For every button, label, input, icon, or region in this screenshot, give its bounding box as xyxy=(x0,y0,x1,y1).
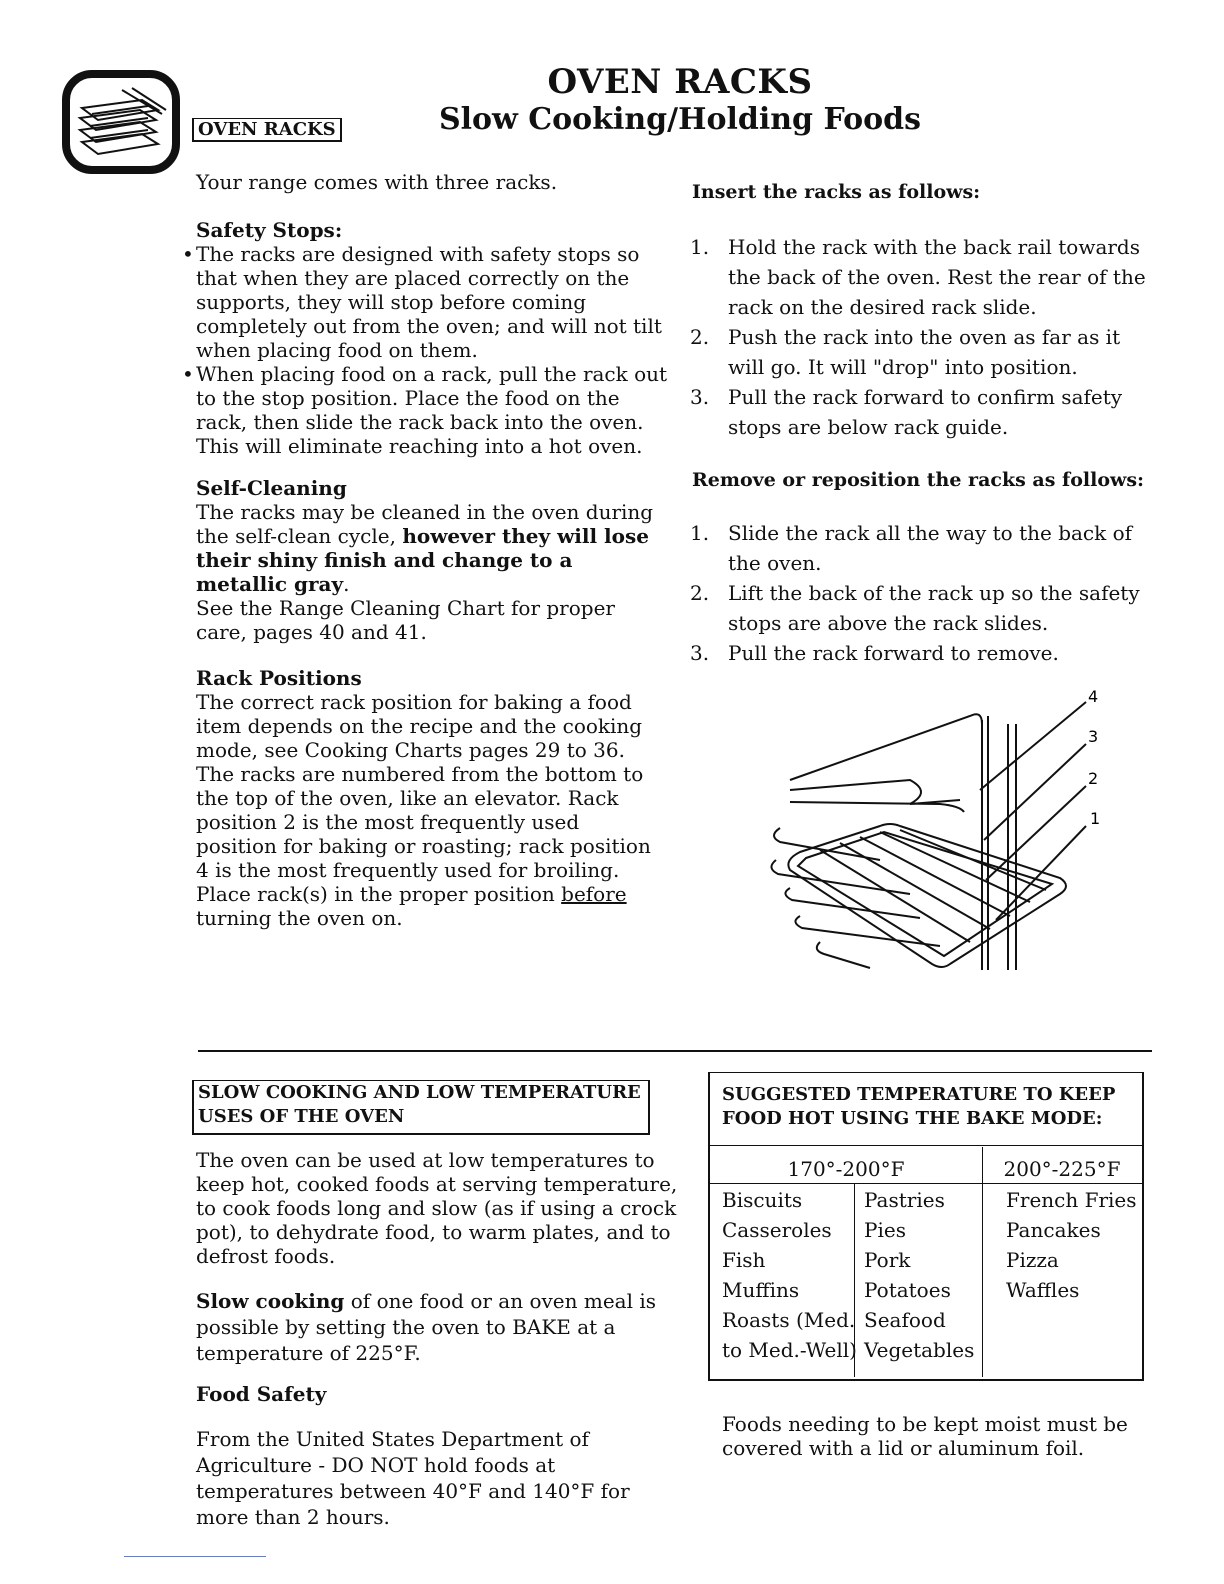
col1a-list xyxy=(722,1185,857,1365)
col2-header: 200°-225°F xyxy=(1003,1157,1121,1181)
list-item xyxy=(690,578,1160,638)
page-title: OVEN RACKS xyxy=(547,62,813,102)
list-item: Pizza xyxy=(1006,1248,1059,1272)
rack-label-2: 2 xyxy=(1088,769,1099,788)
remove-heading: Remove or reposition the racks as follows: xyxy=(692,469,1145,491)
list-item: Fish xyxy=(722,1248,766,1272)
rackpos-heading: Rack Positions xyxy=(196,666,362,690)
list-item: Pastries xyxy=(864,1188,945,1212)
table-note: Foods needing to be kept moist must be covered with a lid or aluminum foil. xyxy=(722,1412,1128,1460)
slow-label-line2: USES OF THE OVEN xyxy=(198,1106,405,1127)
list-item: Potatoes xyxy=(864,1278,951,1302)
slow-label-line1: SLOW COOKING AND LOW TEMPERATURE xyxy=(198,1082,641,1103)
slow-cooking-text xyxy=(196,1288,666,1366)
food-safety-heading: Food Safety xyxy=(196,1382,327,1406)
rackpos-underline: before xyxy=(561,882,627,906)
step-number: 3. xyxy=(690,641,710,665)
list-item: Muffins xyxy=(722,1278,800,1302)
safety-heading: Safety Stops: xyxy=(196,218,343,242)
food-safety-text: From the United States Department of Agriculture - DO NOT hold foods at temperatures between 40°F and 140°F for more than 2 hours. xyxy=(196,1427,630,1529)
list-item: Pies xyxy=(864,1218,906,1242)
step-text: Lift the back of the rack up so the safety stops are above the rack slides. xyxy=(728,581,1140,635)
table-heading-line1: SUGGESTED TEMPERATURE TO KEEP xyxy=(722,1084,1116,1105)
rack-label-4: 4 xyxy=(1088,687,1099,706)
remove-steps xyxy=(690,518,1160,668)
list-item: Pancakes xyxy=(1006,1218,1101,1242)
col1b-list xyxy=(864,1185,974,1365)
rack-label-3: 3 xyxy=(1088,727,1099,746)
rack-diagram xyxy=(760,680,1120,980)
section-divider xyxy=(198,1050,1152,1052)
intro-text: Your range comes with three racks. xyxy=(196,170,558,194)
selfclean-text xyxy=(196,500,662,644)
list-item: Biscuits xyxy=(722,1188,803,1212)
slow-cooking-label-box xyxy=(192,1080,650,1135)
list-item: • The racks are designed with safety stops so that when they are placed correctly on the supports, they will stop before coming completely out from the oven; and will not tilt when placing food on them. xyxy=(182,242,668,362)
selfclean-bold: however they will lose their shiny finish and change to a metallic gray xyxy=(196,524,649,596)
rackpos-text xyxy=(196,690,662,930)
list-item xyxy=(690,232,1160,322)
list-item xyxy=(690,638,1160,668)
list-item: Roasts (Med. xyxy=(722,1308,856,1332)
list-item: • When placing food on a rack, pull the rack out to the stop position. Place the food on the rack, then slide the rack back into the oven. This will eliminate reaching into a hot oven. xyxy=(182,362,668,458)
insert-steps xyxy=(690,232,1160,442)
step-number: 2. xyxy=(690,581,710,605)
slow-intro: The oven can be used at low temperatures to keep hot, cooked foods at serving temperature, to cook foods long and slow (as if using a crock pot), to dehydrate food, to warm plates, and to defrost foods. xyxy=(196,1148,678,1268)
list-item: Seafood xyxy=(864,1308,946,1332)
safety-list xyxy=(182,242,668,458)
list-item: Waffles xyxy=(1006,1278,1080,1302)
list-item: Pork xyxy=(864,1248,911,1272)
oven-rack-icon xyxy=(62,70,180,174)
step-number: 3. xyxy=(690,385,710,409)
table-heading-line2: FOOD HOT USING THE BAKE MODE: xyxy=(722,1108,1103,1129)
table-heading xyxy=(710,1073,1142,1146)
step-text: Push the rack into the oven as far as it will go. It will "drop" into position. xyxy=(728,325,1121,379)
page-subtitle: Slow Cooking/Holding Foods xyxy=(438,102,922,137)
col2-list xyxy=(1006,1185,1137,1305)
list-item: Vegetables xyxy=(864,1338,975,1362)
section-label: OVEN RACKS xyxy=(192,118,342,142)
insert-heading: Insert the racks as follows: xyxy=(692,181,981,203)
step-text: Hold the rack with the back rail towards the back of the oven. Rest the rear of the rack on the desired rack slide. xyxy=(728,235,1146,319)
footer-rule xyxy=(124,1556,266,1557)
step-number: 1. xyxy=(690,235,710,259)
step-number: 2. xyxy=(690,325,710,349)
step-text: Pull the rack forward to remove. xyxy=(728,641,1059,665)
col1-header: 170°-200°F xyxy=(710,1147,983,1183)
slow-cooking-bold: Slow cooking xyxy=(196,1289,345,1313)
list-item: Casseroles xyxy=(722,1218,832,1242)
selfclean-care-text: See the Range Cleaning Chart for proper care, pages 40 and 41. xyxy=(196,596,615,644)
step-number: 1. xyxy=(690,521,710,545)
list-item xyxy=(690,322,1160,382)
slow-cooking-rest: of one food or an oven meal is possible by setting the oven to BAKE at a temperature of 225°F. xyxy=(196,1289,656,1365)
selfclean-text-end: . xyxy=(343,572,350,596)
rack-label-1: 1 xyxy=(1090,809,1101,828)
temperature-table xyxy=(708,1072,1144,1381)
list-item: French Fries xyxy=(1006,1188,1137,1212)
list-item xyxy=(690,382,1160,442)
step-text: Slide the rack all the way to the back of the oven. xyxy=(728,521,1133,575)
selfclean-text-part: The racks may be cleaned in the oven during the self-clean cycle, xyxy=(196,500,654,548)
list-item: to Med.-Well) xyxy=(722,1338,857,1362)
rackpos-text-part: The correct rack position for baking a food item depends on the recipe and the cooking mode, see Cooking Charts pages 29 to 36. The racks are numbered from the bottom to the top of the oven, like an elevator. Rack position 2 is the most frequently used position for baking or roasting; rack position 4 is the most frequently used for broiling. Place rack(s) in the proper position xyxy=(196,690,651,906)
step-text: Pull the rack forward to confirm safety stops are below rack guide. xyxy=(728,385,1123,439)
rackpos-text-end: turning the oven on. xyxy=(196,906,403,930)
list-item xyxy=(690,518,1160,578)
selfclean-heading: Self-Cleaning xyxy=(196,476,347,500)
